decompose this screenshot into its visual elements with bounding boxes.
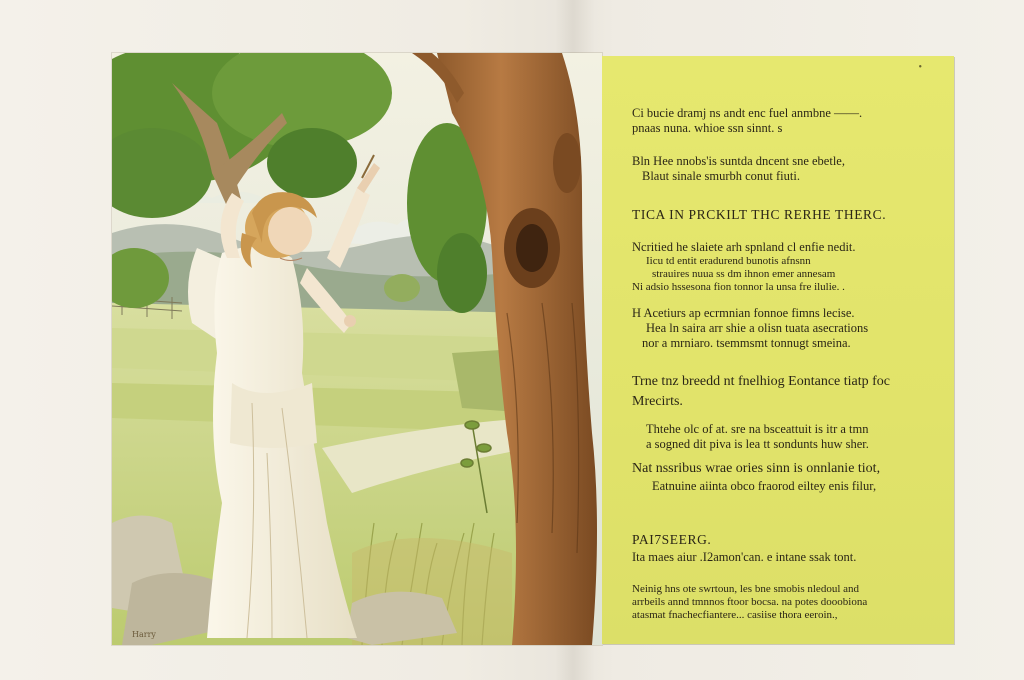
artist-signature: Harry xyxy=(132,630,156,639)
paragraph-3 xyxy=(632,240,932,294)
text-line: Neinig hns ote swrtoun, les bne smobis nledoul and xyxy=(632,583,860,595)
paragraph-8 xyxy=(632,550,932,565)
paragraph-6 xyxy=(632,422,932,452)
text-line: Bln Hee nnobs'is suntda dncent sne ebetle, xyxy=(632,154,845,168)
text-line: Hea ln saira arr shie a olisn tuata asecrations xyxy=(646,321,869,335)
paragraph-9 xyxy=(632,583,932,622)
paragraph-1 xyxy=(632,106,932,136)
text-line: a sogned dit piva is lea tt sondunts huw sher. xyxy=(646,437,869,451)
text-line: Eatnuine aiinta obco fraorod eiltey enis filur, xyxy=(652,479,877,493)
illustration-plate xyxy=(112,53,602,645)
text-line: Nat nssribus wrae ories sinn is onnlanie tiot, xyxy=(632,461,881,476)
text-line: Ita maes aiur .I2amon'can. e intane ssak tont. xyxy=(632,550,857,564)
text-line: Ncritied he slaiete arh spnland cl enfie nedit. xyxy=(632,240,856,254)
text-line: Thtehe olc of at. sre na bsceattuit is itr a tmn xyxy=(646,422,869,436)
illustration-art xyxy=(112,53,602,645)
text-page xyxy=(602,56,954,644)
text-line: Blaut sinale smurbh conut fiuti. xyxy=(642,169,800,183)
text-line: Ci bucie dramj ns andt enc fuel anmbne ——. xyxy=(632,106,863,120)
heading-text: PAI7SEERG. xyxy=(632,532,712,547)
section-heading-2 xyxy=(632,531,932,549)
section-heading-1 xyxy=(632,206,932,224)
corner-mark: • xyxy=(918,62,922,73)
paragraph-4 xyxy=(632,306,932,351)
paragraph-7 xyxy=(632,459,932,494)
paragraph-2 xyxy=(632,154,932,184)
text-line: atasmat fnachecfiantere... casiise thora eeroin., xyxy=(632,609,838,621)
text-line: strauires nuua ss dm ihnon emer annesam xyxy=(652,268,836,280)
text-line: Trne tnz breedd nt fnelhiog Eontance tiatp foc xyxy=(632,374,891,389)
paragraph-5 xyxy=(632,372,932,412)
heading-text: TICA IN PRCKILT THC RERHE THERC. xyxy=(632,207,887,222)
text-line: pnaas nuna. whioe ssn sinnt. s xyxy=(632,121,783,135)
text-line: Ni adsio hssesona fion tonnor la unsa fre ilulie. . xyxy=(632,281,845,293)
text-line: H Acetiurs ap ecrmnian fonnoe fimns lecise. xyxy=(632,306,855,320)
text-line: Mrecirts. xyxy=(632,394,683,409)
text-line: nor a mrniaro. tsemmsmt tonnugt smeina. xyxy=(642,336,851,350)
text-line: Iicu td entit eradurend bunotis afnsnn xyxy=(646,255,811,267)
text-line: arrbeils annd tmnnos ftoor bocsa. na potes dooobiona xyxy=(632,596,868,608)
